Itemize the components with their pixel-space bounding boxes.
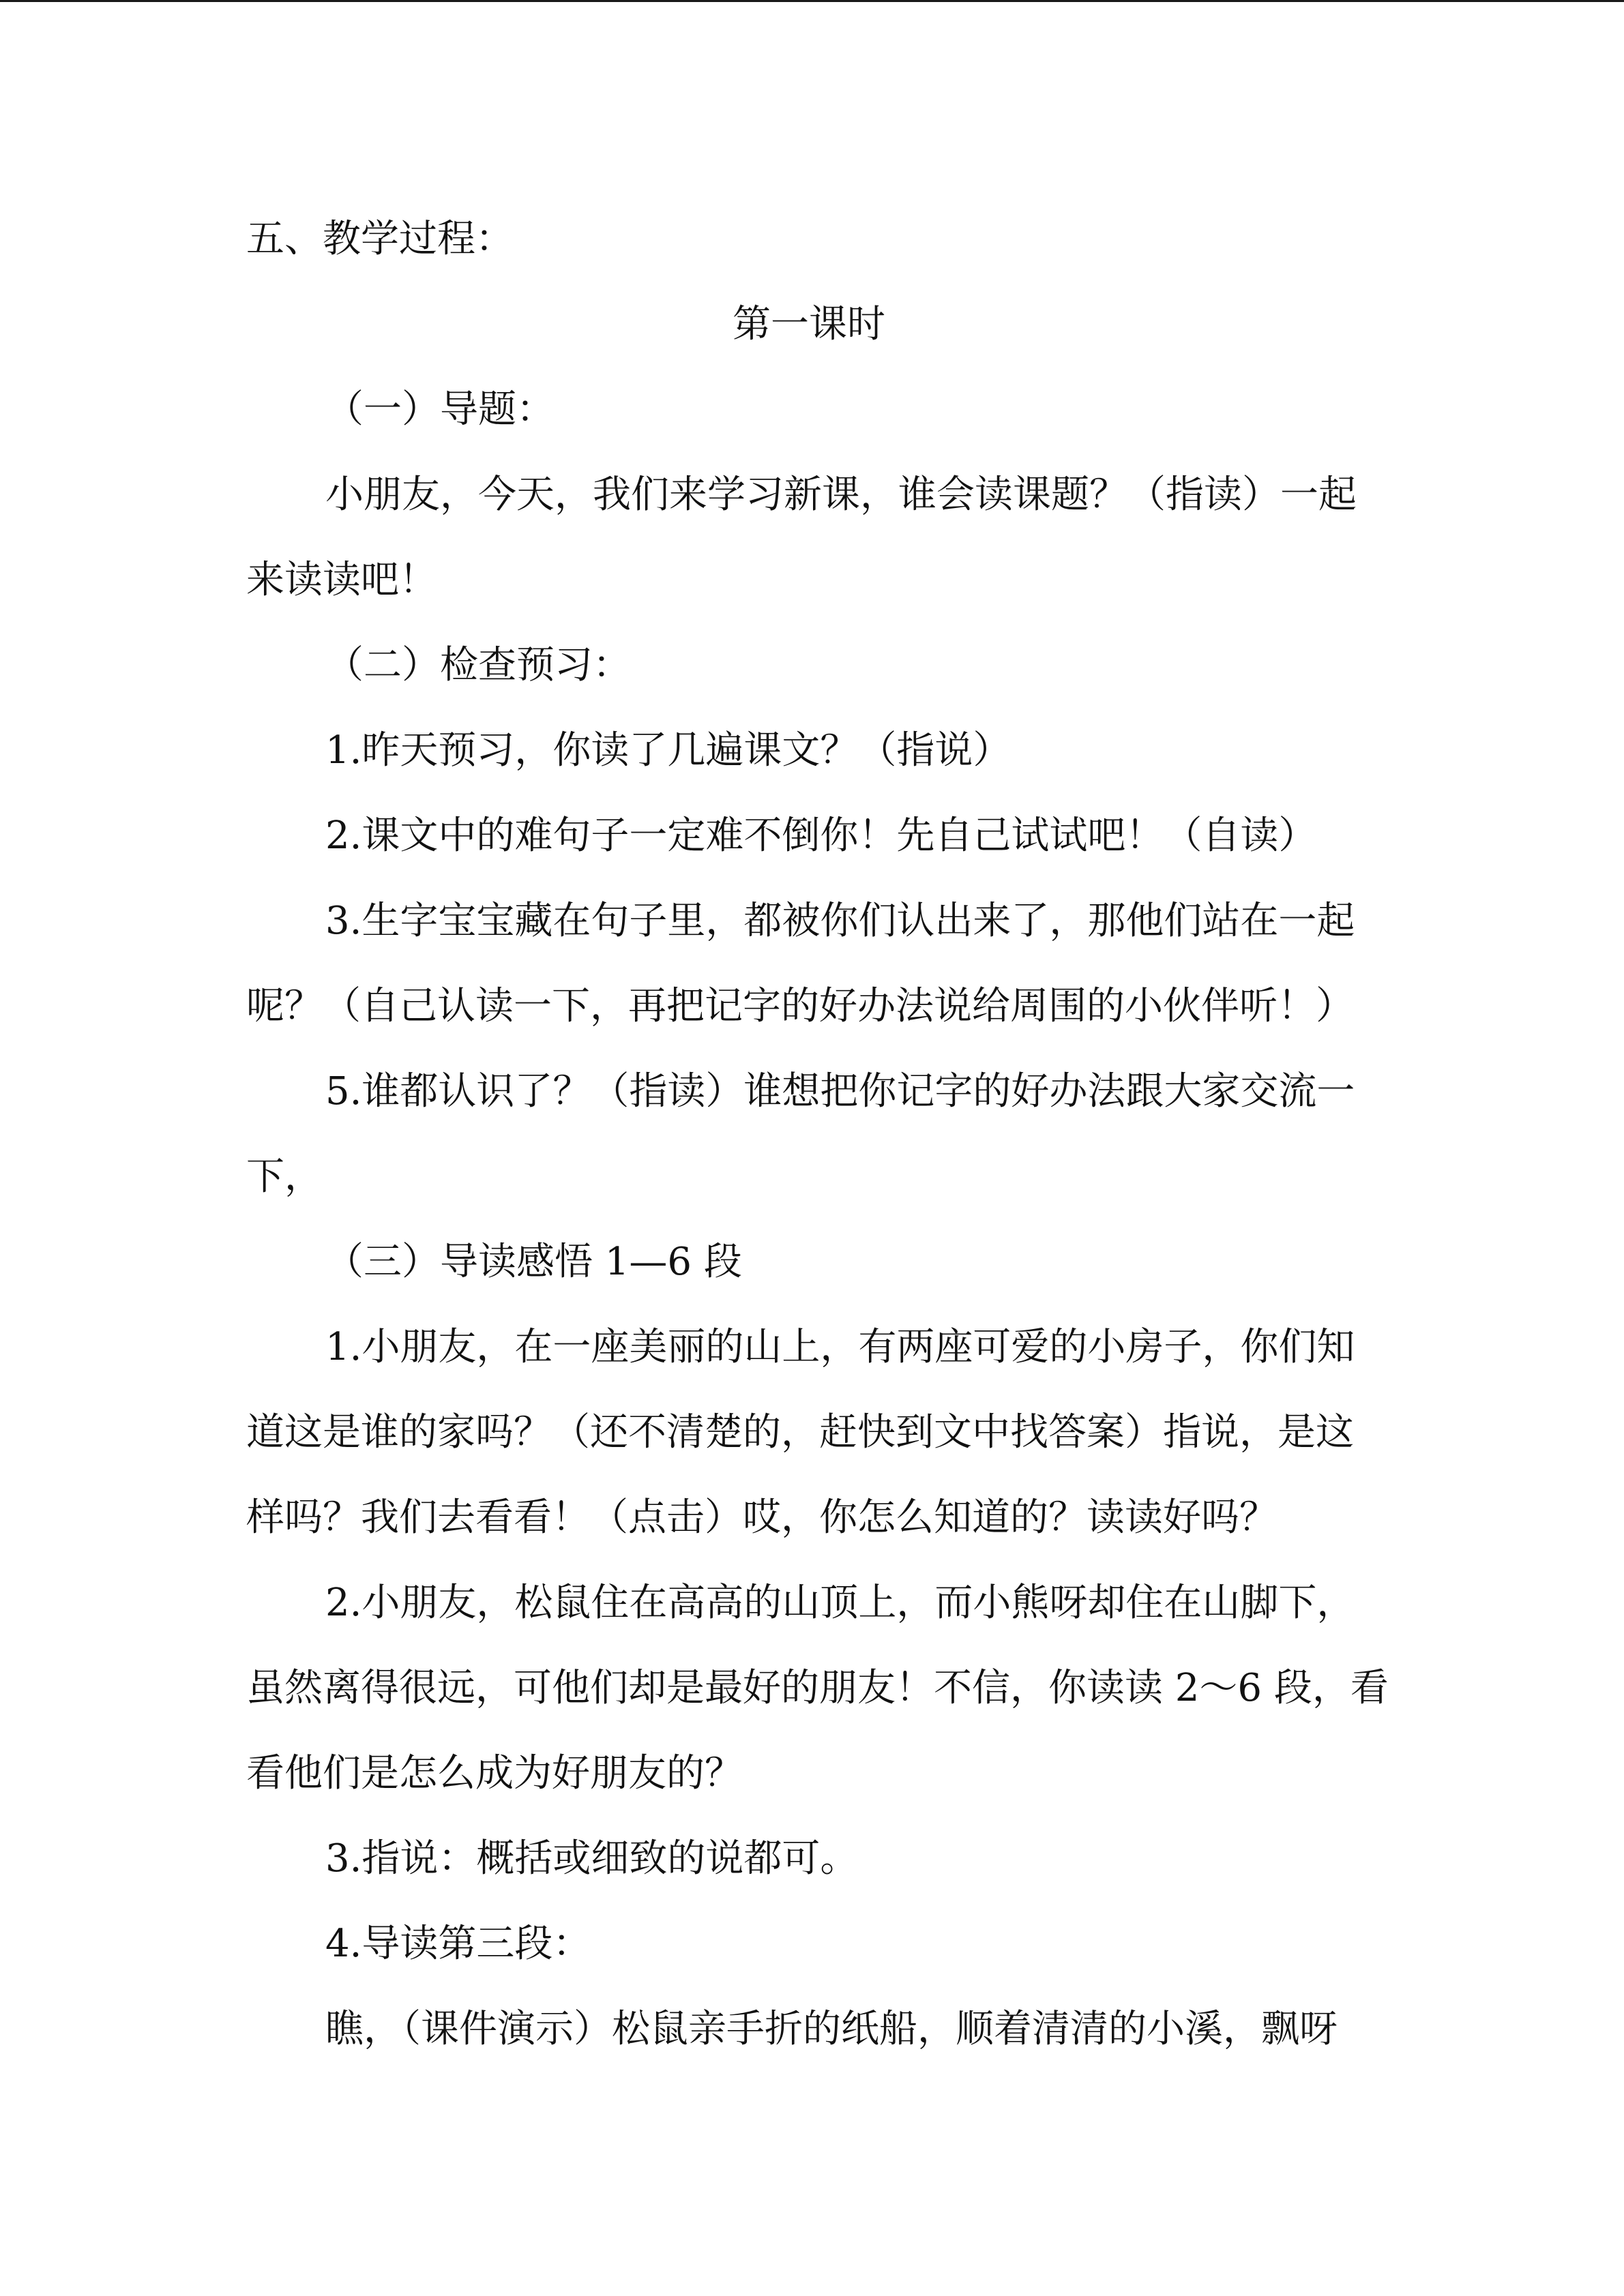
paragraph-line: 5.谁都认识了？（指读）谁想把你记字的好办法跟大家交流一 (325, 1069, 1355, 1114)
paragraph-line: 3.生字宝宝藏在句子里，都被你们认出来了，那他们站在一起 (325, 899, 1355, 943)
document-page (246, 196, 1389, 2072)
subheading-guided-reading: （三）导读感悟 1—6 段 (325, 1240, 742, 1284)
paragraph-line: 看他们是怎么成为好朋友的？ (246, 1751, 743, 1795)
paragraph-line: 虽然离得很远，可他们却是最好的朋友！不信，你读读 2～6 段，看 (246, 1666, 1389, 1710)
paragraph-line: 1.昨天预习，你读了几遍课文？（指说） (325, 728, 1012, 773)
paragraph-line: 呢？（自己认读一下，再把记字的好办法说给周围的小伙伴听！） (246, 984, 1354, 1028)
paragraph-line: 瞧，（课件演示）松鼠亲手折的纸船，顺着清清的小溪，飘呀 (325, 2007, 1338, 2051)
subheading-intro: （一）导题： (325, 387, 555, 432)
paragraph-line: 2.小朋友，松鼠住在高高的山顶上，而小熊呀却住在山脚下， (325, 1581, 1355, 1625)
paragraph-line: 下， (246, 1154, 323, 1199)
section-heading: 五、教学过程： (246, 217, 514, 261)
subheading-preview-check: （二）检查预习： (325, 643, 631, 687)
paragraph-line: 3.指说：概括或细致的说都可。 (325, 1836, 859, 1881)
page-top-border (0, 0, 1624, 2)
paragraph-line: 小朋友，今天，我们来学习新课，谁会读课题？（指读）一起 (325, 473, 1357, 517)
paragraph-line: 1.小朋友，在一座美丽的山上，有两座可爱的小房子，你们知 (325, 1325, 1355, 1369)
paragraph-line: 来读读吧！ (246, 558, 437, 602)
paragraph-line: 道这是谁的家吗？（还不清楚的，赶快到文中找答案）指说，是这 (246, 1410, 1354, 1455)
paragraph-line: 2.课文中的难句子一定难不倒你！先自己试试吧！（自读） (325, 814, 1317, 858)
paragraph-line: 4.导读第三段： (325, 1922, 591, 1966)
lesson-title: 第一课时 (733, 302, 885, 346)
paragraph-line: 样吗？我们去看看！（点击）哎，你怎么知道的？读读好吗？ (246, 1495, 1278, 1540)
